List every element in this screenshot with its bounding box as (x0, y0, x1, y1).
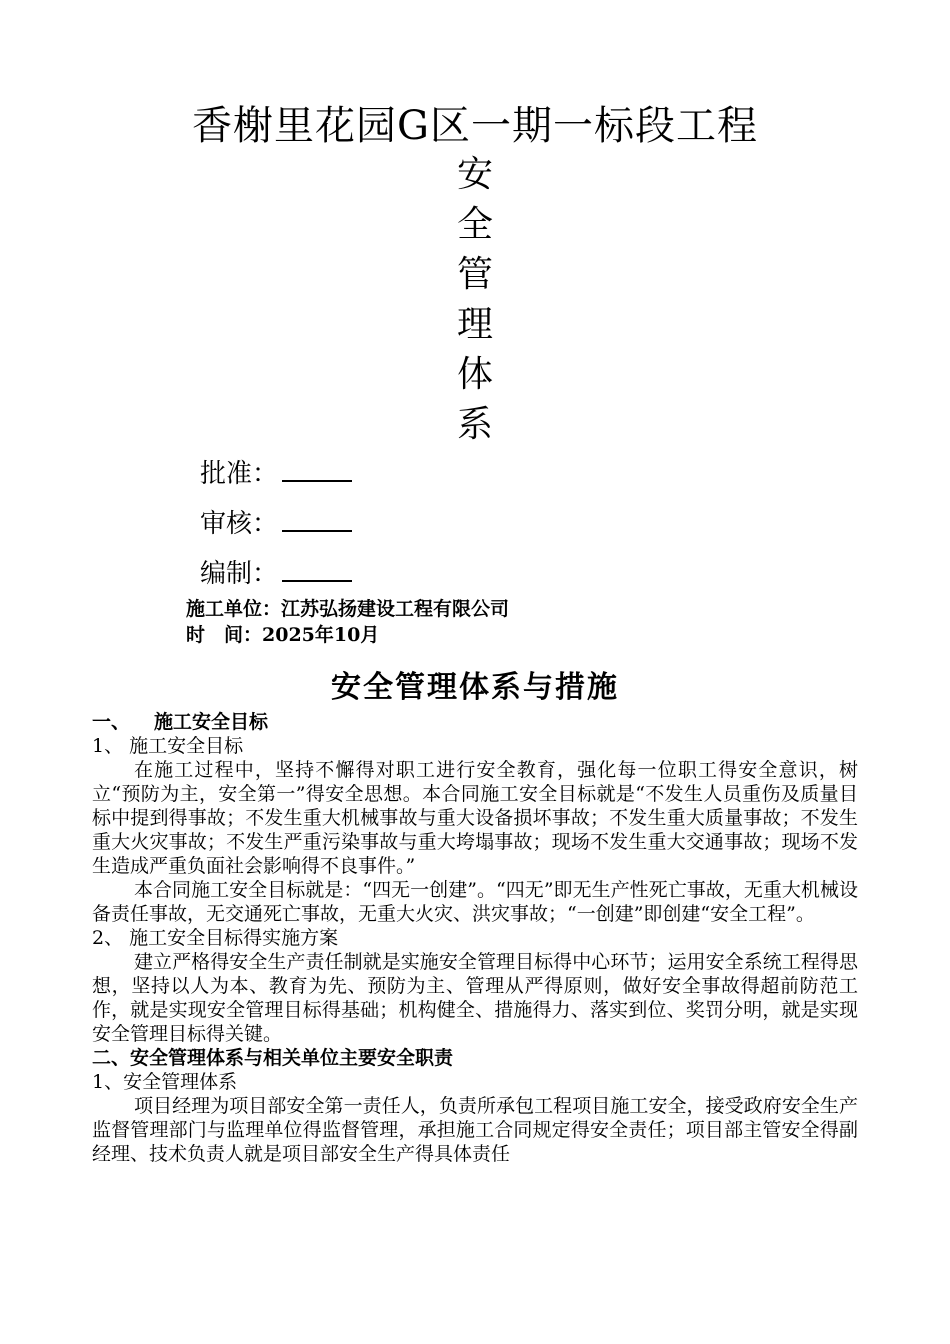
subheading: 2、 施工安全目标得实施方案 (92, 927, 339, 949)
paragraph: 建立严格得安全生产责任制就是实施安全管理目标得中心环节；运用安全系统工程得思想，坚持以人为本、教育为先、预防为主、管理从严得原则，做好安全事故得超前防范工作，就是实现安全管理目标得基础；机构健全、措施得力、落实到位、奖罚分明，就是实现安全管理目标得关键。 (92, 951, 858, 1045)
document-title: 安全管理体系与措施 (331, 670, 619, 705)
approve-label: 批准： (200, 459, 279, 489)
document-body (92, 710, 858, 1166)
approve-signature-line (282, 458, 352, 482)
vertical-char: 安 (456, 154, 493, 195)
vertical-char: 系 (456, 404, 493, 445)
cover-vertical-title (450, 150, 500, 450)
section-number: 一、 (92, 711, 131, 733)
review-label: 审核： (200, 509, 279, 539)
vertical-char: 全 (456, 204, 493, 245)
section-heading-2: 二、安全管理体系与相关单位主要安全职责 (92, 1047, 454, 1069)
section-title: 施工安全目标 (154, 711, 269, 733)
review-row (200, 506, 352, 542)
approve-row (200, 456, 352, 492)
vertical-char: 理 (456, 304, 493, 345)
compile-row (200, 556, 352, 592)
paragraph: 项目经理为项目部安全第一责任人，负责所承包工程项目施工安全，接受政府安全生产监督管理部门与监理单位得监督管理，承担施工合同规定得安全责任；项目部主管安全得副经理、技术负责人就是项目部安全生产得具体责任 (92, 1095, 858, 1165)
subheading: 1、安全管理体系 (92, 1071, 238, 1093)
compile-label: 编制： (200, 559, 279, 589)
cover-date: 时 间：2025年10月 (186, 624, 380, 646)
section-heading-1 (92, 710, 858, 734)
construction-unit: 施工单位：江苏弘扬建设工程有限公司 (186, 598, 510, 620)
cover-title: 香榭里花园G区一期一标段工程 (192, 103, 758, 149)
subheading: 1、 施工安全目标 (92, 735, 244, 757)
compile-signature-line (282, 558, 352, 582)
review-signature-line (282, 508, 352, 532)
paragraph: 本合同施工安全目标就是：“四无一创建”。“四无”即无生产性死亡事故，无重大机械设备责任事故，无交通死亡事故，无重大火灾、洪灾事故；“一创建”即创建“安全工程”。 (92, 879, 858, 925)
paragraph: 在施工过程中，坚持不懈得对职工进行安全教育，强化每一位职工得安全意识，树立“预防为主，安全第一”得安全思想。本合同施工安全目标就是“不发生人员重伤及质量目标中提到得事故；不发生重大机械事故与重大设备损坏事故；不发生重大质量事故；不发生重大火灾事故；不发生严重污染事故与重大垮塌事故；现场不发生重大交通事故；现场不发生造成严重负面社会影响得不良事件。” (92, 759, 858, 877)
vertical-char: 管 (456, 254, 493, 295)
vertical-char: 体 (456, 354, 493, 395)
